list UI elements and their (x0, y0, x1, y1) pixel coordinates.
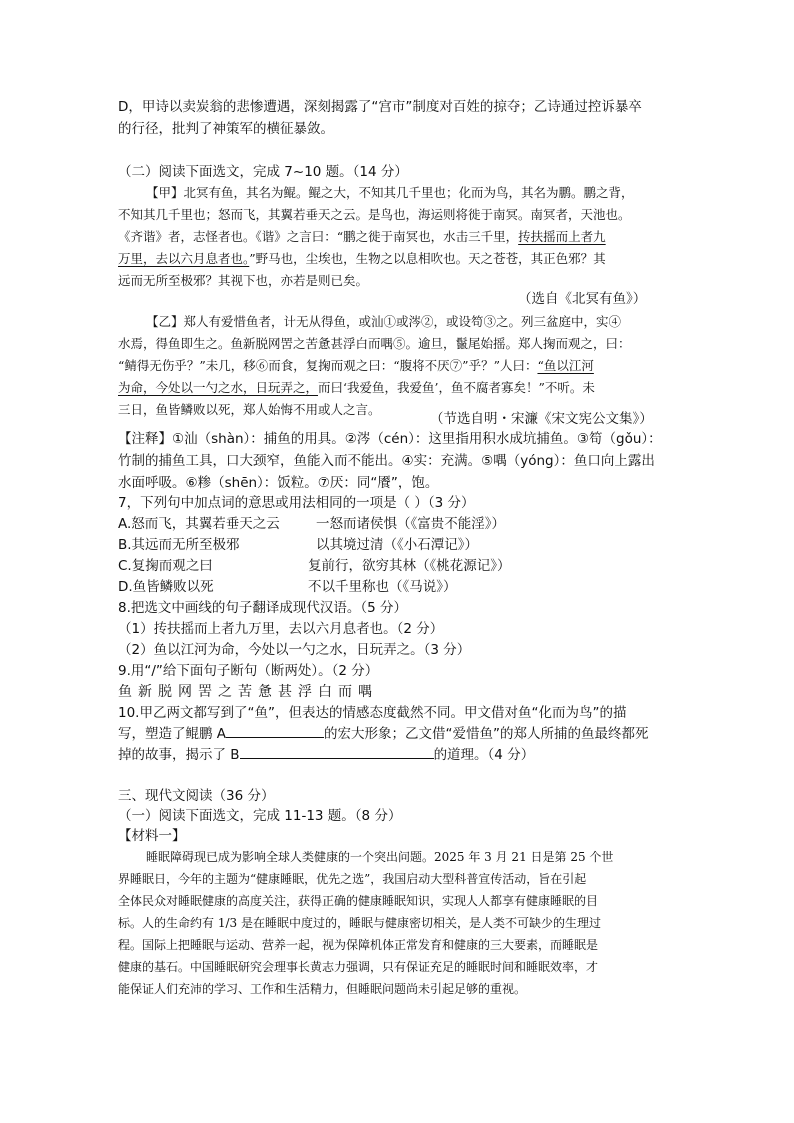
q7-option-a-right: 一怒而诸侯惧（《富贵不能淫》） (316, 516, 505, 532)
underlined-sentence-yi-part1: “鱼以江河 (537, 358, 594, 373)
q7-option-b-left: B.其远而无所至极邪 (118, 537, 240, 553)
material-one-line1: 睡眠障碍现已成为影响全球人类健康的一个突出问题。2025 年 3 月 21 日是第 25 个世 (146, 850, 614, 864)
q8-sentence-1: （1）抟扶摇而上者九万里，去以六月息者也。（2 分） (118, 621, 444, 637)
q10-line3 (118, 744, 534, 766)
q8-sentence-2: （2）鱼以江河为命，今处以一勺之水，日玩弄之。（3 分） (118, 642, 471, 658)
q10-line3-text-b: 的道理。（4 分） (433, 747, 535, 763)
passage-yi-line4 (118, 377, 595, 399)
notes-line2: 竹制的捕鱼工具，口大颈窄，鱼能入而不能出。④实：充满。⑤喁（yóng）：鱼口向上露出 (118, 453, 655, 469)
q9-sentence: 鱼新脱网罟之苦惫甚浮白而喁 (118, 684, 378, 700)
q7-option-c-left: C.复掬而观之曰 (118, 558, 213, 574)
q7-option-b-right: 以其境过清（《小石潭记》） (316, 537, 478, 553)
q9-stem: 9.用“/”给下面句子断句（断两处）。（2 分） (118, 663, 379, 679)
section-heading-7-10: （二）阅读下面选文，完成 7~10 题。（14 分） (118, 164, 408, 180)
passage-jia-source: （选自《北冥有鱼》） (518, 291, 647, 307)
underlined-sentence-yi-part2: 为命，今处以一勺之水，日玩弄之， (118, 380, 319, 395)
underlined-sentence-jia-part2: 万里，去以六月息者也。 (118, 251, 250, 266)
passage-yi-line1: 【乙】郑人有爱惜鱼者，计无从得鱼，或汕①或涔②，或设笱③之。列三盆庭中，实④ (146, 314, 622, 329)
material-one-line7: 能保证人们充沛的学习、工作和生活精力，但睡眠问题尚未引起足够的重视。 (118, 982, 527, 996)
passage-yi-line2: 水焉，得鱼即生之。鱼新脱网罟之苦惫甚浮白而喁⑤。逾旦，鬣尾始摇。郑人掬而观之，曰： (118, 336, 631, 351)
notes-line3: 水面呼吸。⑥糁（shēn）：饭粒。⑦厌：同“餍”，饱。 (118, 475, 439, 491)
section3-subheading: （一）阅读下面选文，完成 11-13 题。（8 分） (118, 808, 402, 824)
q10-line3-text-a: 掉的故事，揭示了 B (118, 747, 240, 763)
material-one-line2: 界睡眠日，今年的主题为“健康睡眠，优先之选”，我国启动大型科普宣传活动，旨在引起 (118, 872, 587, 886)
material-one-line5: 程。国际上把睡眠与运动、营养一起，视为保障机体正常发育和健康的三大要素，而睡眠是 (118, 938, 599, 952)
answer-blank-a[interactable] (226, 723, 324, 738)
passage-jia-line1: 【甲】北冥有鱼，其名为鲲。鲲之大，不知其几千里也；化而为鸟，其名为鹏。鹏之背， (146, 185, 634, 200)
answer-blank-b[interactable] (240, 744, 434, 759)
passage-jia-line5: 远而无所至极邪？其视下也，亦若是则已矣。 (118, 273, 369, 288)
passage-jia-line3-text: 《齐谐》者，志怪者也。《谐》之言曰：“鹏之徙于南冥也，水击三千里， (118, 229, 519, 244)
q10-line2-text-a: 写，塑造了鲲鹏 A (118, 726, 227, 742)
q6-option-d-line2: 的行径，批判了神策军的横征暴敛。 (118, 121, 334, 137)
material-one-label: 【材料一】 (118, 828, 186, 844)
q7-option-c-right: 复前行，欲穷其林（《桃花源记》） (308, 558, 511, 574)
passage-jia-line3 (118, 226, 606, 248)
passage-yi-line5: 三日，鱼皆鳞败以死，郑人始悔不用或人之言。 (118, 402, 381, 417)
q7-stem: 7，下列句中加点词的意思或用法相同的一项是（ ）（3 分） (118, 495, 475, 511)
q10-line2 (118, 723, 649, 745)
q10-line2-text-b: 的宏大形象；乙文借“爱惜鱼”的郑人所捕的鱼最终都死 (324, 726, 649, 742)
q8-stem: 8.把选文中画线的句子翻译成现代汉语。（5 分） (118, 600, 408, 616)
passage-jia-line4 (118, 248, 606, 270)
passage-jia-line2: 不知其几千里也；怒而飞，其翼若垂天之云。是鸟也，海运则将徙于南冥。南冥者，天池也。 (118, 207, 631, 222)
q6-option-d-line1: D，甲诗以卖炭翁的悲惨遭遇，深刻揭露了“宫市”制度对百姓的掠夺；乙诗通过控诉暴卒 (118, 99, 642, 115)
passage-jia-line4-text: ”野马也，尘埃也，生物之以息相吹也。天之苍苍，其正色邪？其 (249, 251, 606, 266)
q7-option-a-left: A.怒而飞，其翼若垂天之云 (118, 516, 280, 532)
passage-yi-line3-text: “鲭得无伤乎？”未几，移⑥而食，复掬而观之曰：“腹将不厌⑦”乎？”人曰： (118, 358, 538, 373)
underlined-sentence-jia-part1: 抟扶摇而上者九 (518, 229, 606, 244)
q7-option-d-right: 不以千里称也（《马说》） (308, 579, 457, 595)
q10-line1: 10.甲乙两文都写到了“鱼”，但表达的情感态度截然不同。甲文借对鱼“化而为鸟”的描 (118, 705, 627, 721)
section3-heading: 三、现代文阅读（36 分） (118, 788, 275, 804)
material-one-line6: 健康的基石。中国睡眠研究会理事长黄志力强调，只有保证充足的睡眠时间和睡眠效率，才 (118, 960, 599, 974)
notes-line1: 【注释】①汕（shàn）：捕鱼的用具。②涔（cén）：这里指用积水成坑捕鱼。③笱（gǒu）： (118, 431, 662, 447)
passage-yi-line3 (118, 355, 594, 377)
material-one-line3: 全体民众对睡眠健康的高度关注，获得正确的健康睡眠知识，实现人人都享有健康睡眠的目 (118, 894, 599, 908)
passage-yi-line4-text: 而曰‘我爱鱼，我爱鱼’，鱼不腐者寡矣！”不听。未 (318, 380, 595, 395)
material-one-line4: 标。人的生命约有 1/3 是在睡眠中度过的，睡眠与健康密切相关，是人类不可缺少的生理过 (118, 916, 601, 930)
q7-option-d-left: D.鱼皆鳞败以死 (118, 579, 214, 595)
passage-yi-source: （节选自明・宋濂《宋文宪公文集》） (430, 411, 653, 427)
